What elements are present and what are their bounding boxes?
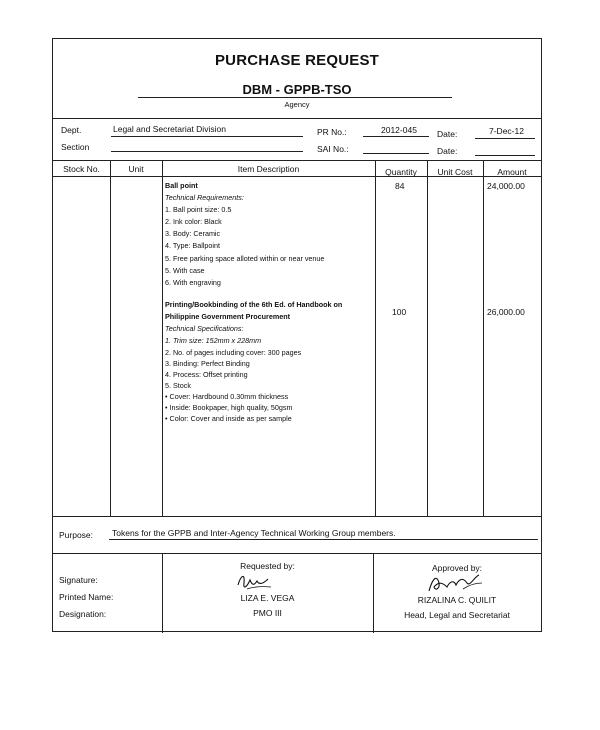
- col-header-unit: Unit: [128, 164, 144, 174]
- item2-line: 2. No. of pages including cover: 300 pages: [165, 348, 302, 358]
- item2-title-line2: Philippine Government Procurement: [165, 311, 291, 321]
- pr-no-value: 2012-045: [381, 125, 417, 135]
- col-divider-amount: [483, 160, 484, 516]
- designation-label: Designation:: [59, 609, 107, 619]
- signature-label: Signature:: [59, 575, 98, 585]
- item1-line: 5. Free parking space alloted within or near venue: [165, 253, 325, 263]
- col-divider-unit: [110, 160, 111, 516]
- sai-no-underline: [363, 153, 429, 154]
- form-title: PURCHASE REQUEST: [214, 52, 380, 69]
- purpose-label: Purpose:: [59, 530, 94, 540]
- items-bottom-rule: [53, 516, 541, 517]
- item-description-cell: [165, 180, 375, 424]
- dept-label: Dept.: [61, 125, 82, 135]
- pr-no-underline: [363, 136, 429, 137]
- purpose-underline: [109, 539, 538, 540]
- date-label: Date:: [437, 129, 458, 139]
- approved-printed-name: RIZALINA C. QUILIT: [417, 595, 497, 605]
- col-header-stock-no: Stock No.: [63, 164, 100, 174]
- item1-line: 5. With case: [165, 265, 205, 275]
- requested-signature: [235, 571, 275, 595]
- item2-line: 1. Trim size: 152mm x 228mm: [165, 336, 262, 346]
- dept-value: Legal and Secretariat Division: [113, 124, 226, 134]
- signature-top-rule: [53, 553, 541, 554]
- item2-specifications-label: Technical Specifications:: [165, 324, 244, 334]
- item1-line: 4. Type: Ballpoint: [165, 241, 221, 251]
- col-header-item-description: Item Description: [237, 164, 300, 174]
- item2-line: • Color: Cover and inside as per sample: [165, 414, 292, 424]
- requested-designation: PMO III: [253, 608, 282, 618]
- agency-underline: [138, 97, 452, 98]
- item1-line: 6. With engraving: [165, 277, 221, 287]
- requested-printed-name: LIZA E. VEGA: [240, 593, 295, 603]
- col-header-unit-cost: Unit Cost: [437, 167, 473, 177]
- approved-designation: Head, Legal and Secretariat: [404, 610, 510, 620]
- dept-underline: [111, 136, 303, 137]
- agency-label: Agency: [284, 100, 310, 109]
- col-header-quantity: Quantity: [385, 167, 417, 177]
- item2-quantity: 100: [392, 307, 407, 317]
- agency-name: DBM - GPPB-TSO: [242, 82, 352, 97]
- item2-line: • Cover: Hardbound 0.30mm thickness: [165, 392, 289, 402]
- item1-quantity: 84: [395, 181, 405, 191]
- table-top-rule: [53, 160, 541, 161]
- item2-title-line1: Printing/Bookbinding of the 6th Ed. of Handbook on: [165, 299, 343, 309]
- section-label: Section: [61, 142, 90, 152]
- sai-no-label: SAI No.:: [317, 144, 349, 154]
- col-divider-desc: [162, 160, 163, 516]
- col-divider-cost: [427, 160, 428, 516]
- item2-line: • Inside: Bookpaper, high quality, 50gsm: [165, 403, 293, 413]
- purpose-text: Tokens for the GPPB and Inter-Agency Technical Working Group members.: [112, 528, 396, 538]
- date-underline: [475, 138, 535, 139]
- item1-line: 1. Ball point size: 0.5: [165, 205, 232, 215]
- item1-line: 2. Ink color: Black: [165, 217, 222, 227]
- purchase-request-form: [52, 38, 542, 632]
- printed-name-label: Printed Name:: [59, 592, 114, 602]
- col-divider-qty: [375, 160, 376, 516]
- section-underline: [111, 151, 303, 152]
- header-top-rule: [53, 118, 541, 119]
- item1-amount: 24,000.00: [487, 181, 525, 191]
- date2-underline: [475, 155, 535, 156]
- requested-by-label: Requested by:: [240, 561, 295, 571]
- date2-label: Date:: [437, 146, 458, 156]
- col-header-amount: Amount: [497, 167, 527, 177]
- item2-line: 4. Process: Offset printing: [165, 370, 248, 380]
- item1-line: 3. Body: Ceramic: [165, 229, 221, 239]
- item2-amount: 26,000.00: [487, 307, 525, 317]
- item1-requirements-label: Technical Requirements:: [165, 193, 244, 203]
- item2-line: 3. Binding: Perfect Binding: [165, 359, 250, 369]
- approved-by-label: Approved by:: [431, 563, 483, 573]
- item2-line: 5. Stock: [165, 381, 191, 391]
- item1-title: Ball point: [165, 181, 198, 190]
- date-value: 7-Dec-12: [489, 126, 524, 136]
- pr-no-label: PR No.:: [317, 127, 347, 137]
